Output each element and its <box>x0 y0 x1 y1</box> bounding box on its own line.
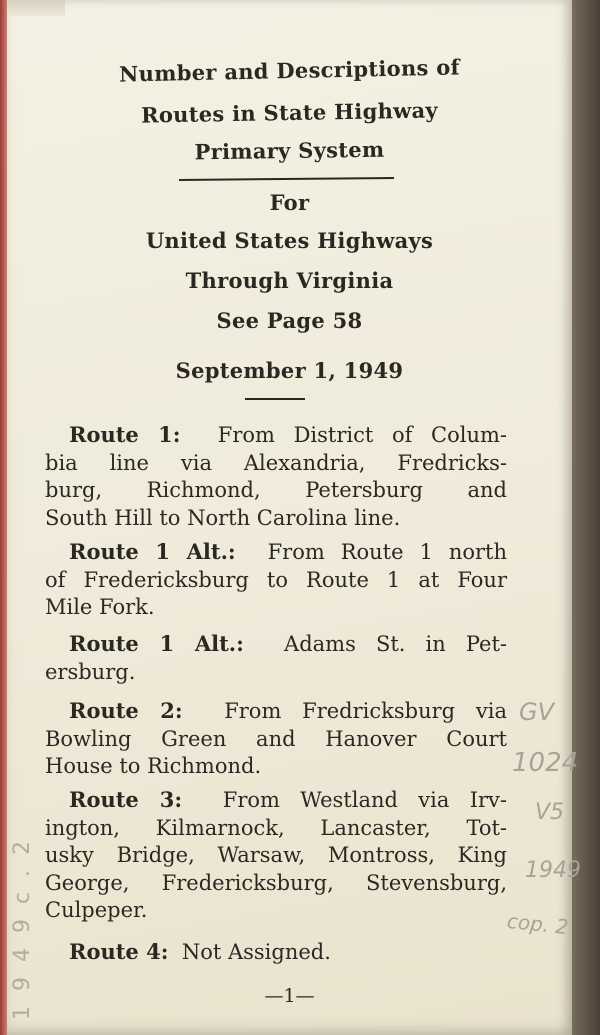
page-number: —1— <box>264 985 315 1007</box>
route-entry <box>45 786 507 925</box>
date-line: September 1, 1949 <box>175 358 404 383</box>
route-text: Bowling Green and Hanover Court <box>45 726 507 751</box>
route-text: From Westland via Irv- <box>222 788 507 812</box>
route-entry <box>45 938 507 967</box>
route-entry <box>45 538 507 622</box>
route-text: House to Richmond. <box>45 754 262 778</box>
route-entry <box>45 421 507 532</box>
pencil-note: 1949 <box>525 858 581 883</box>
route-text: Adams St. in Pet- <box>284 632 507 656</box>
pencil-note: V5 <box>535 800 565 825</box>
pencil-note: 1024 <box>512 748 579 778</box>
route-title: Route 3: <box>69 787 183 812</box>
route-title: Route 4: <box>69 939 169 964</box>
route-text: South Hill to North Carolina line. <box>45 505 401 530</box>
see-page-line: See Page 58 <box>216 308 363 333</box>
date-rule <box>245 398 305 400</box>
route-title: Route 1: <box>69 422 181 447</box>
pencil-note: cop. 2 <box>505 908 570 940</box>
for-label: For <box>269 190 310 215</box>
title-line-1: Number and Descriptions of <box>118 54 461 87</box>
route-text: From District of Colum- <box>217 423 507 447</box>
route-text: ersburg. <box>45 659 136 684</box>
route-text: of Fredericksburg to Route 1 at Four <box>45 567 507 592</box>
us-highways-line: United States Highways <box>145 228 434 253</box>
title-line-2: Routes in State Highway <box>140 97 439 128</box>
through-virginia-line: Through Virginia <box>185 268 394 293</box>
route-title: Route 1 Alt.: <box>69 631 244 656</box>
route-text: usky Bridge, Warsaw, Montross, King <box>45 843 507 867</box>
route-text: Not Assigned. <box>181 940 331 964</box>
route-text: ington, Kilmarnock, Lancaster, Tot- <box>45 815 507 840</box>
route-title: Route 2: <box>69 698 183 723</box>
route-entry <box>45 630 507 686</box>
route-text: Culpeper. <box>45 898 148 922</box>
margin-note-text: 1 9 4 9 c . 2 <box>10 836 35 1020</box>
route-entry <box>45 697 507 781</box>
route-text: burg, Richmond, Petersburg and <box>45 478 507 502</box>
route-title: Route 1 Alt.: <box>69 539 236 564</box>
route-text: From Route 1 north <box>267 540 508 564</box>
route-text: From Fredricksburg via <box>224 699 507 723</box>
title-line-3: Primary System <box>194 136 385 165</box>
margin-pencil-note <box>8 520 38 1030</box>
page-corner <box>7 0 65 16</box>
title-rule <box>179 177 394 181</box>
pencil-note: GV <box>519 698 555 726</box>
route-text: George, Fredericksburg, Stevensburg, <box>45 870 507 895</box>
route-text: bia line via Alexandria, Fredricks- <box>45 450 507 475</box>
book-spine-edge <box>0 0 7 1035</box>
document-page <box>7 0 581 1035</box>
route-text: Mile Fork. <box>45 595 155 619</box>
